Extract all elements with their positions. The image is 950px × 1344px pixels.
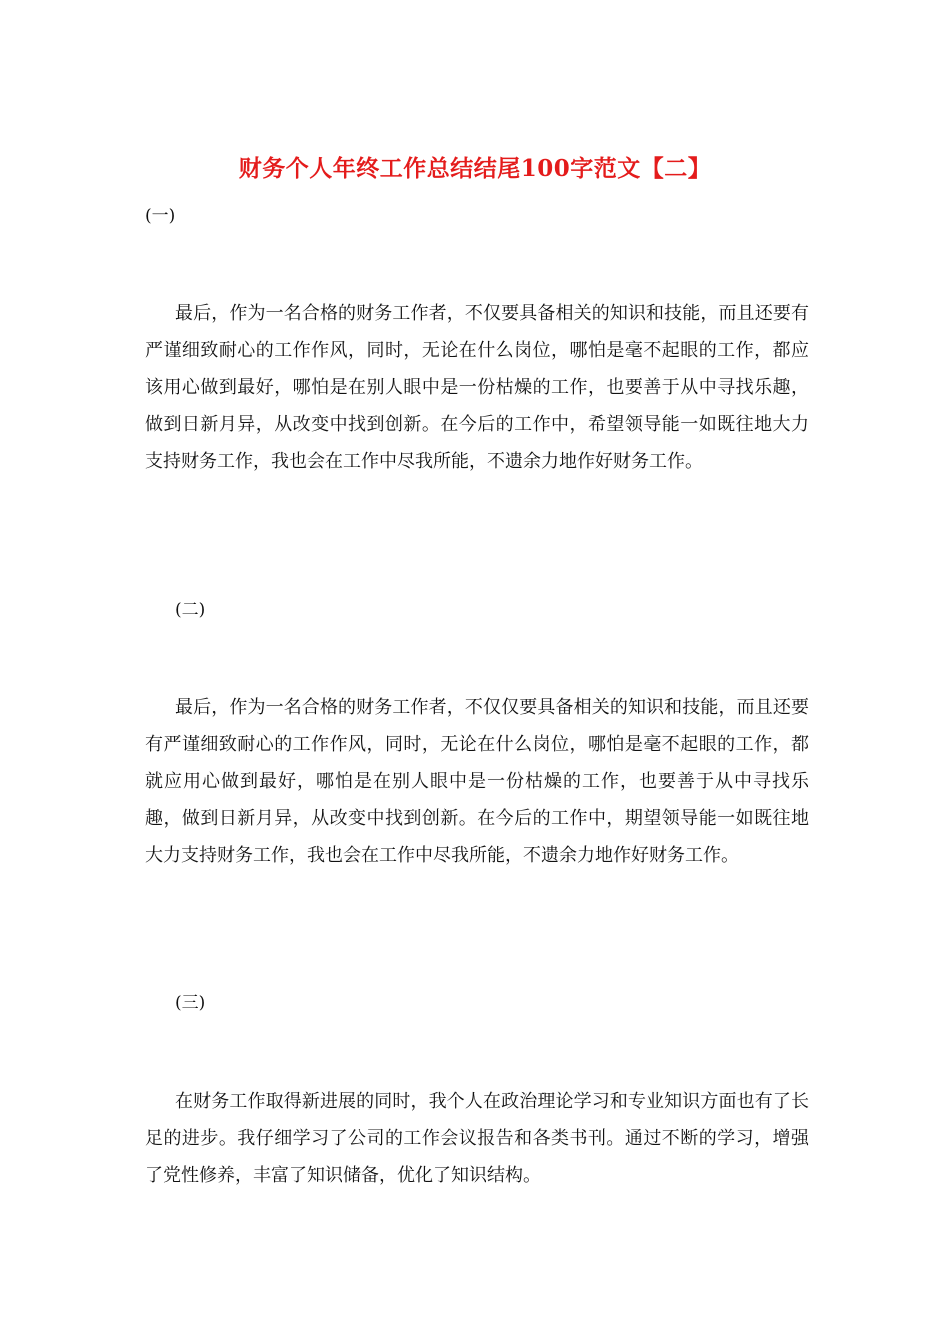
section-1-label: (一): [145, 206, 176, 226]
section-3-label: (三): [175, 993, 206, 1013]
section-3-paragraph: 在财务工作取得新进展的同时，我个人在政治理论学习和专业知识方面也有了长足的进步。我仔细学习了公司的工作会议报告和各类书刊。通过不断的学习，增强了党性修养，丰富了知识储备，优化了知识结构。: [145, 1091, 809, 1186]
document-title: 财务个人年终工作总结结尾100字范文【二】: [238, 155, 712, 182]
section-2-paragraph: 最后，作为一名合格的财务工作者，不仅仅要具备相关的知识和技能，而且还要有严谨细致耐心的工作作风，同时，无论在什么岗位，哪怕是毫不起眼的工作，都就应用心做到最好，哪怕是在别人眼中是一份枯燥的工作，也要善于从中寻找乐趣，做到日新月异，从改变中找到创新。在今后的工作中，期望领导能一如既往地大力支持财务工作，我也会在工作中尽我所能，不遗余力地作好财务工作。: [145, 697, 809, 866]
section-2-label: (二): [175, 600, 206, 620]
section-1-paragraph: 最后，作为一名合格的财务工作者，不仅要具备相关的知识和技能，而且还要有严谨细致耐心的工作作风，同时，无论在什么岗位，哪怕是毫不起眼的工作，都应该用心做到最好，哪怕是在别人眼中是一份枯燥的工作，也要善于从中寻找乐趣，做到日新月异，从改变中找到创新。在今后的工作中，希望领导能一如既往地大力支持财务工作，我也会在工作中尽我所能，不遗余力地作好财务工作。: [145, 303, 809, 472]
